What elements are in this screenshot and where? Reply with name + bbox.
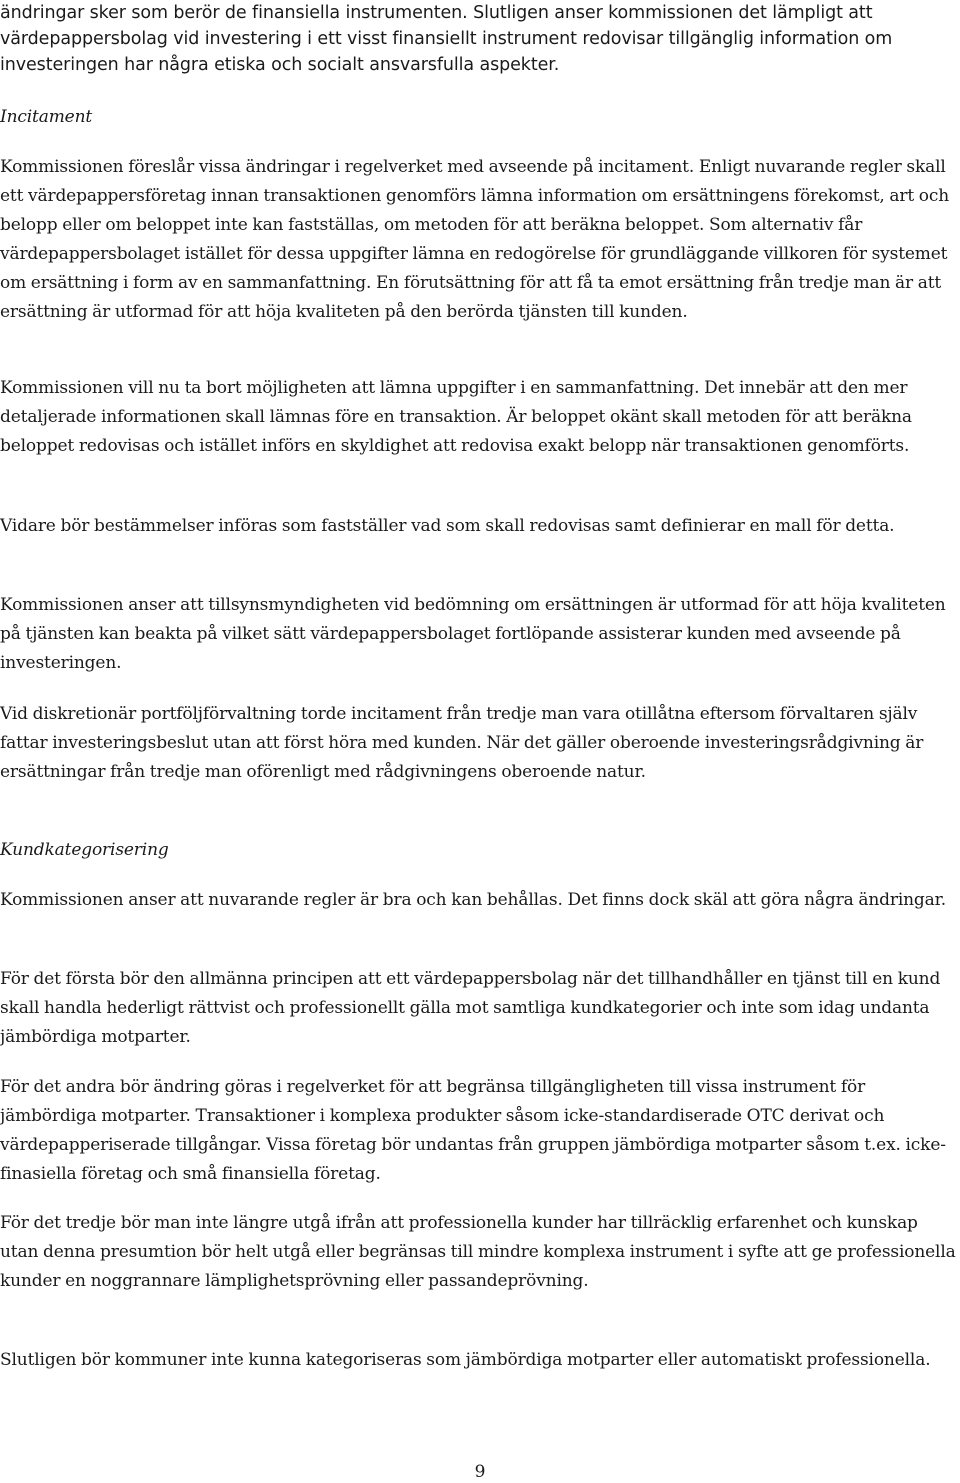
paragraph: För det första bör den allmänna principen att ett värdepappersbolag när det tillhandhåller en tjänst till en kund skall handla hederligt rättvist och professionellt gälla mot samtliga kundkategorier och inte som idag undanta jämbördiga motparter.: [0, 969, 941, 1047]
paragraph: Vid diskretionär portföljförvaltning torde incitament från tredje man vara otillåtna eftersom förvaltaren själv fattar investeringsbeslut utan att först höra med kunden. När det gäller oberoende investeringsrådgivning är ersättningar från tredje man oförenligt med rådgivningens oberoende natur.: [0, 704, 924, 782]
paragraph: Kommissionen anser att tillsynsmyndigheten vid bedömning om ersättningen är utformad för att höja kvaliteten på tjänsten kan beakta på vilket sätt värdepappersbolaget fortlöpande assisterar kunden med avseende på investeringen.: [0, 595, 946, 673]
paragraph: Kommissionen anser att nuvarande regler är bra och kan behållas. Det finns dock skäl att göra några ändringar.: [0, 890, 947, 910]
paragraph: Kommissionen vill nu ta bort möjligheten att lämna uppgifter i en sammanfattning. Det innebär att den mer detaljerade informationen skall lämnas före en transaktion. Är beloppet okänt skall metoden för att beräkna beloppet redovisas och istället införs en skyldighet att redovisa exakt belopp när transaktionen genomförts.: [0, 378, 912, 456]
page-number: 9: [474, 1462, 486, 1482]
paragraph: Slutligen bör kommuner inte kunna kategoriseras som jämbördiga motparter eller automatiskt professionella.: [0, 1350, 931, 1370]
paragraph: För det tredje bör man inte längre utgå ifrån att professionella kunder har tillräcklig erfarenhet och kunskap utan denna presumtion bör helt utgå eller begränsas till mindre komplexa instrument i syfte att ge professionella kunder en noggrannare lämplighetsprövning eller passandeprövning.: [0, 1213, 956, 1291]
paragraph: För det andra bör ändring göras i regelverket för att begränsa tillgängligheten till vissa instrument för jämbördiga motparter. Transaktioner i komplexa produkter såsom icke-standardiserade OTC derivat och värdepapperiserade tillgångar. Vissa företag bör undantas från gruppen jämbördiga motparter såsom t.ex. icke-finasiella företag och små finansiella företag.: [0, 1077, 946, 1184]
paragraph: Kommissionen föreslår vissa ändringar i regelverket med avseende på incitament. Enligt nuvarande regler skall ett värdepappersföretag innan transaktionen genomförs lämna information om ersättningens förekomst, art och belopp eller om beloppet inte kan fastställas, om metoden för att beräkna beloppet. Som alternativ får värdepappersbolaget istället för dessa uppgifter lämna en redogörelse för grundläggande villkoren för systemet om ersättning i form av en sammanfattning. En förutsättning för att få ta emot ersättning från tredje man är att ersättning är utformad för att höja kvaliteten på den berörda tjänsten till kunden.: [0, 157, 950, 322]
paragraph: Vidare bör bestämmelser införas som fastställer vad som skall redovisas samt definierar en mall för detta.: [0, 516, 895, 536]
intro-paragraph: ändringar sker som berör de finansiella instrumenten. Slutligen anser kommissionen det lämpligt att värdepappersbolag vid investering i ett visst finansiellt instrument redovisar tillgänglig information om investeringen har några etiska och socialt ansvarsfulla aspekter.: [0, 3, 893, 75]
section-heading-incitament: Incitament: [0, 107, 93, 127]
section-heading-kundkategorisering: Kundkategorisering: [0, 840, 169, 860]
